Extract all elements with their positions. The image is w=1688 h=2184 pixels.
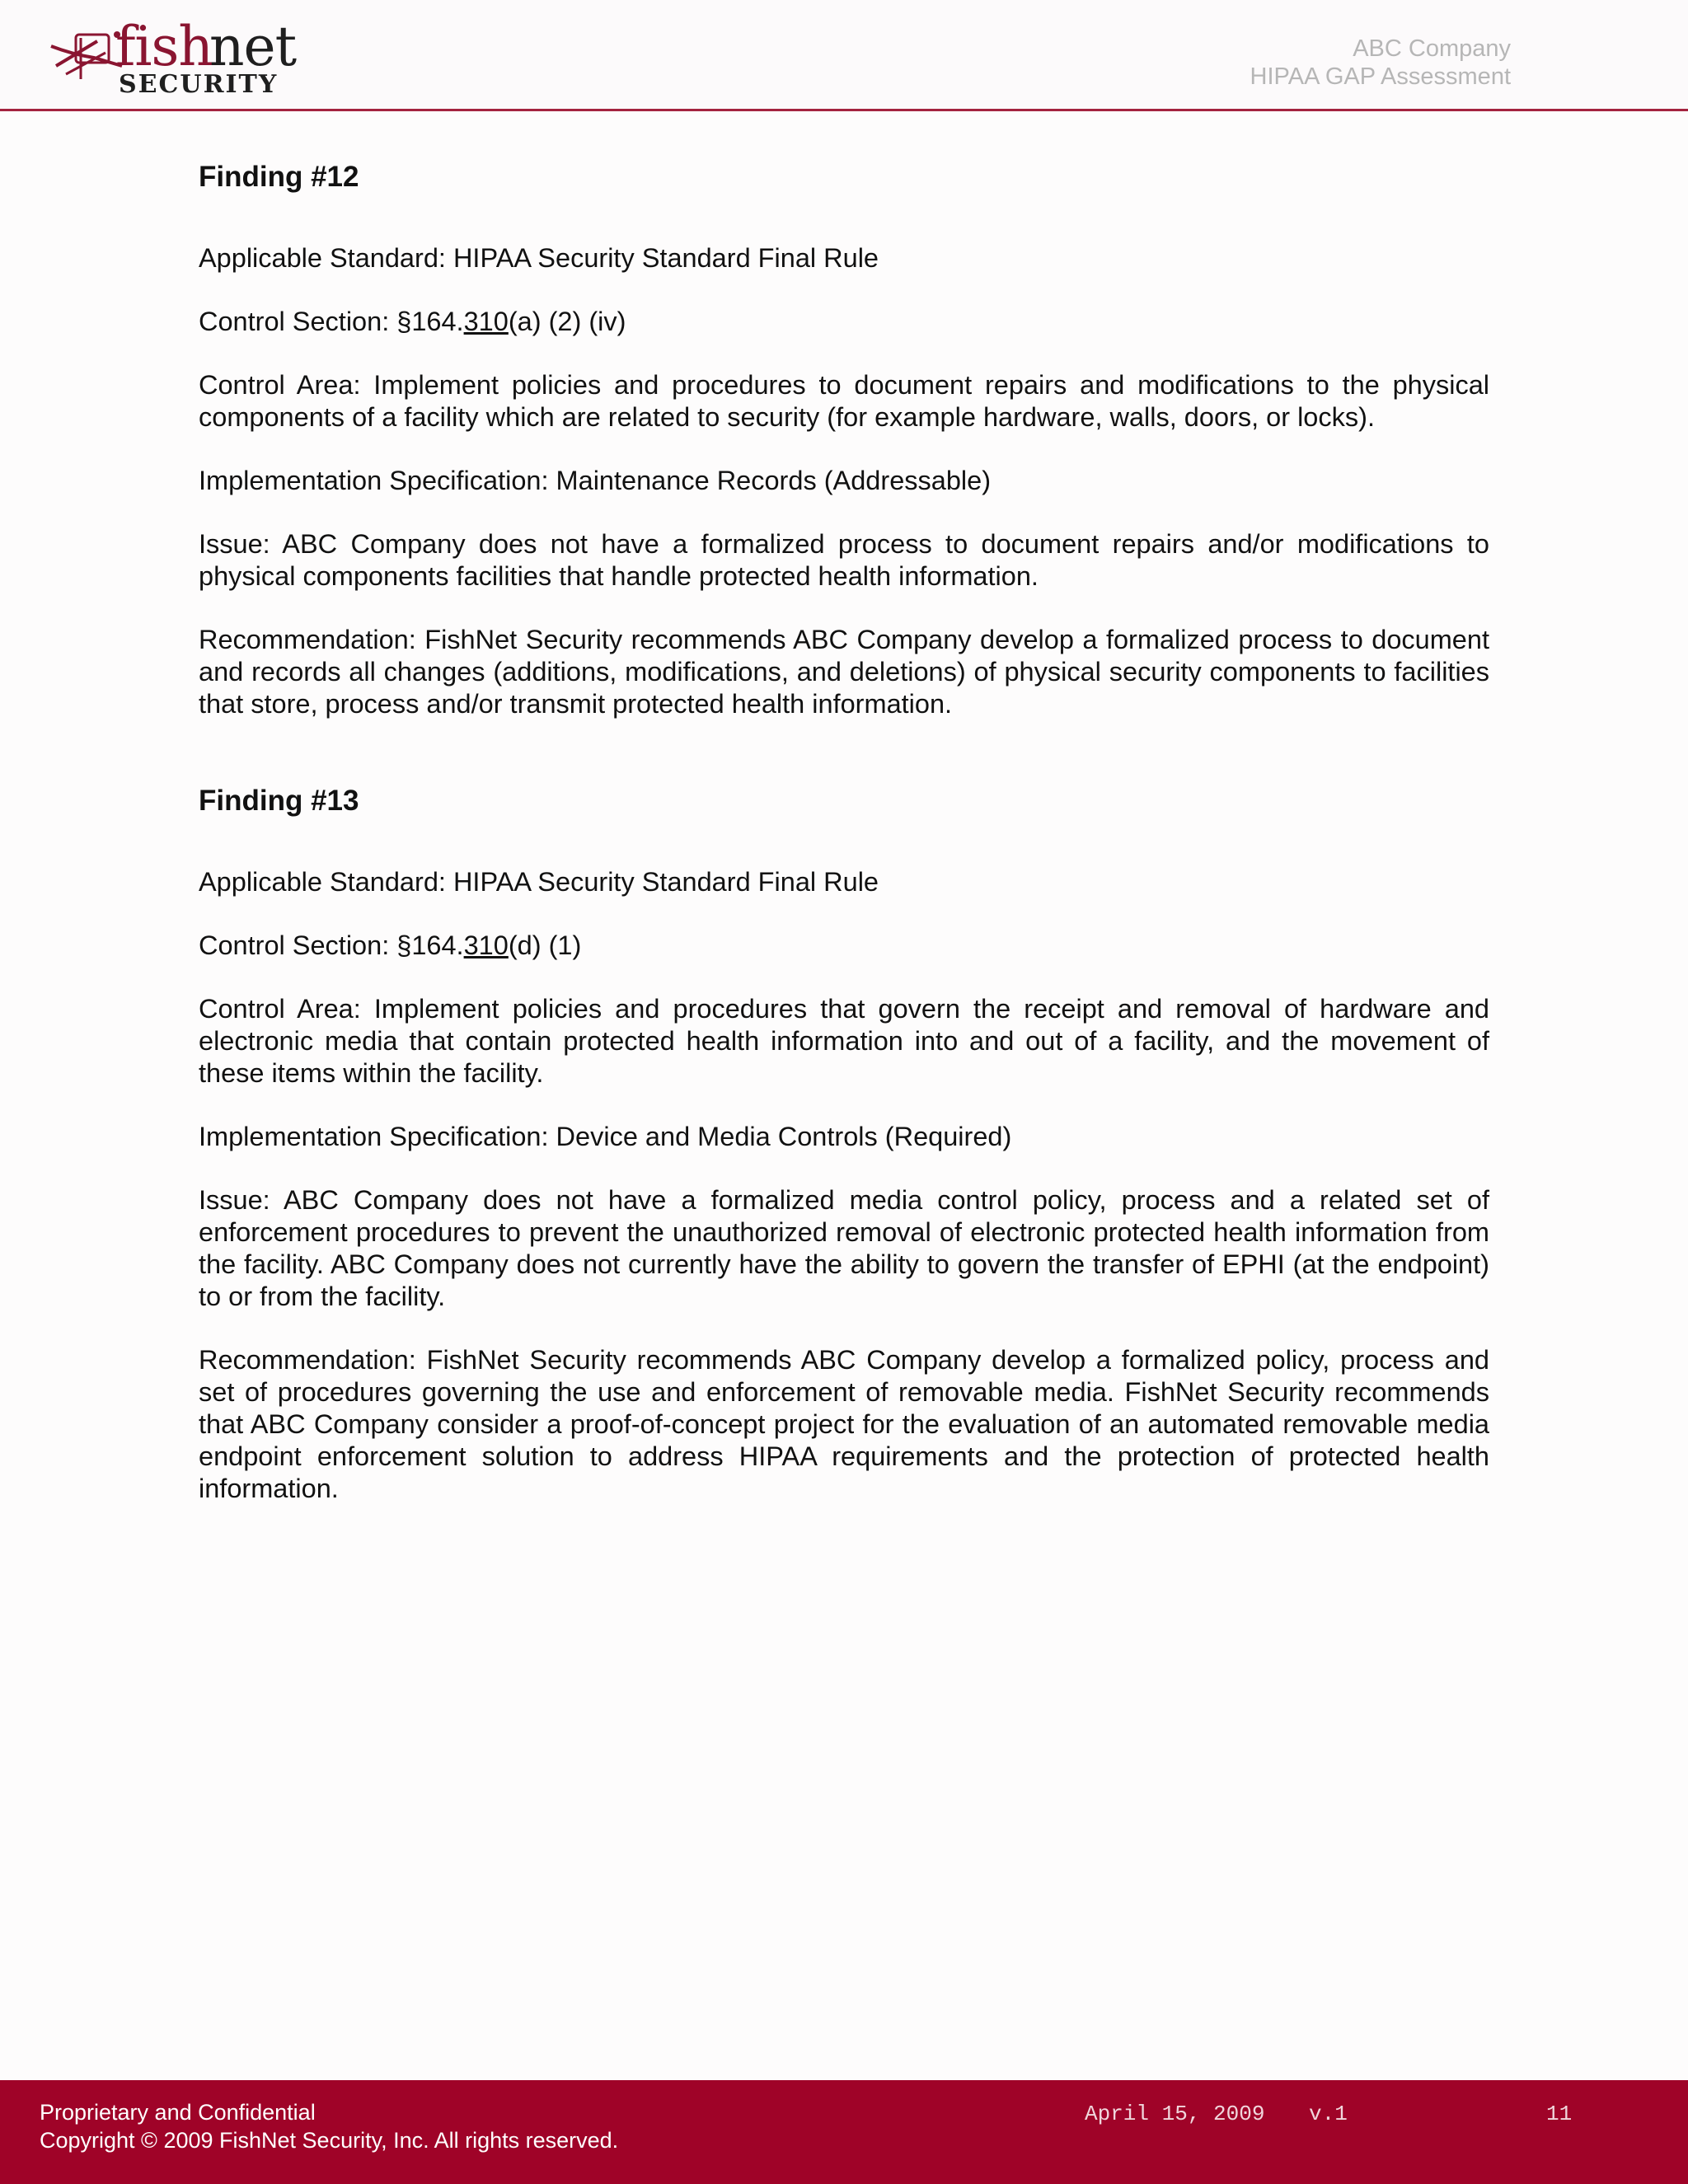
control-section (199, 930, 1489, 962)
header-company: ABC Company (1353, 35, 1511, 62)
control-area: Control Area: Implement policies and procedures that govern the receipt and removal of hardware and electronic media that contain protected health information into and out of a facility, and the movement of these items within the facility. (199, 994, 1489, 1088)
footer-legal (40, 2098, 618, 2154)
control-section (199, 306, 1489, 338)
finding-12 (199, 161, 1489, 720)
implementation-specification: Implementation Specification: Maintenance Records (Addressable) (199, 466, 992, 495)
control-section-prefix: Control Section: §164. (199, 307, 464, 336)
issue: Issue: ABC Company does not have a formalized process to document repairs and/or modifications to physical components facilities that handle protected health information. (199, 529, 1489, 591)
header-document-title: HIPAA GAP Assessment (1250, 63, 1511, 90)
control-area: Control Area: Implement policies and procedures to document repairs and modifications to the physical components of a facility which are related to security (for example hardware, walls, doors, or locks). (199, 370, 1489, 432)
applicable-standard: Applicable Standard: HIPAA Security Standard Final Rule (199, 867, 879, 897)
issue: Issue: ABC Company does not have a formalized media control policy, process and a related set of enforcement procedures to prevent the unauthorized removal of electronic protected health information from the facility. ABC Company does not currently have the ability to govern the transfer of EPHI (at the endpoint) to or from the facility. (199, 1185, 1489, 1311)
header-document-info (1250, 35, 1511, 91)
page-body (199, 161, 1489, 1505)
recommendation: Recommendation: FishNet Security recommends ABC Company develop a formalized policy, process and set of procedures governing the use and enforcement of removable media. FishNet Security recommends that ABC Company consider a proof-of-concept project for the evaluation of an automated removable media endpoint enforcement solution to address HIPAA requirements and the protection of protected health information. (199, 1345, 1489, 1503)
control-section-number: 310 (463, 930, 509, 960)
page-number: 11 (1546, 2102, 1573, 2126)
control-section-number: 310 (463, 307, 509, 336)
footer-date: April 15, 2009 (1085, 2102, 1265, 2126)
control-section-prefix: Control Section: §164. (199, 930, 464, 960)
logo-text-security: SECURITY (119, 70, 279, 99)
fish-net-logo-icon (48, 30, 124, 87)
applicable-standard: Applicable Standard: HIPAA Security Standard Final Rule (199, 243, 879, 273)
footer-confidential: Proprietary and Confidential (40, 2100, 316, 2125)
recommendation: Recommendation: FishNet Security recommends ABC Company develop a formalized process to document and records all changes (additions, modifications, and deletions) of physical security components to facilities that store, process and/or transmit protected health information. (199, 625, 1489, 719)
logo-text-net: net (209, 15, 297, 78)
footer-version: v.1 (1309, 2102, 1348, 2126)
control-section-suffix: (a) (2) (iv) (508, 307, 626, 336)
logo-text-fish: fish (115, 15, 213, 78)
page-footer (0, 2080, 1688, 2184)
fishnet-logo (48, 15, 297, 101)
finding-title: Finding #13 (199, 785, 359, 817)
footer-copyright: Copyright © 2009 FishNet Security, Inc. All rights reserved. (40, 2128, 619, 2153)
control-section-suffix: (d) (1) (508, 930, 582, 960)
page-header (0, 0, 1688, 111)
finding-spacer (199, 720, 1489, 785)
finding-13 (199, 785, 1489, 1505)
finding-title: Finding #12 (199, 161, 359, 193)
implementation-specification: Implementation Specification: Device and Media Controls (Required) (199, 1122, 1012, 1151)
